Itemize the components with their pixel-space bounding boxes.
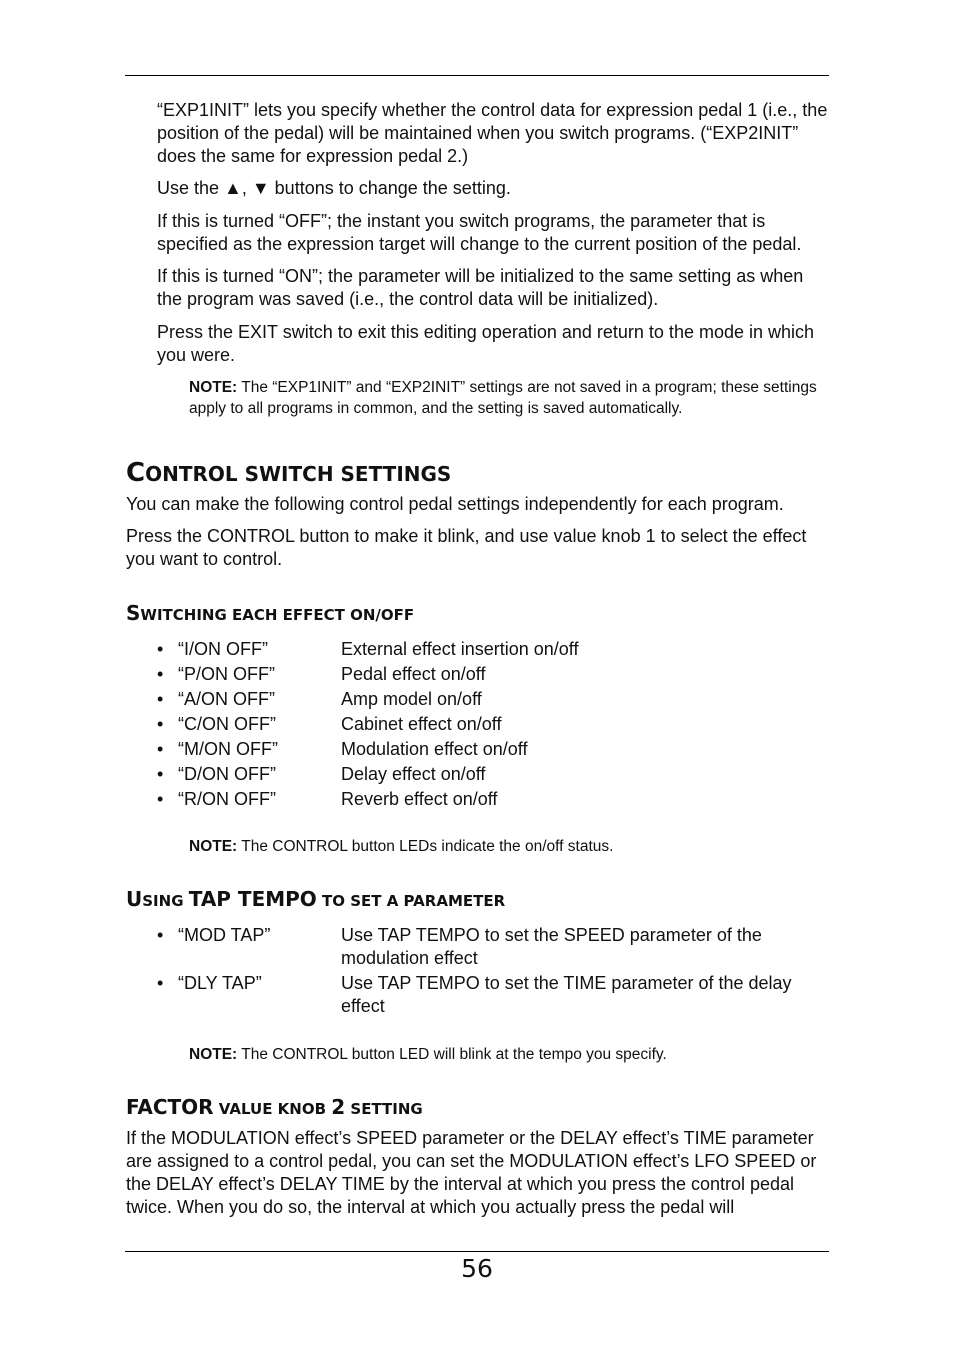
bullet: • bbox=[157, 973, 164, 993]
note-text: The CONTROL button LEDs indicate the on/off status. bbox=[237, 838, 614, 855]
list-item-key: “P/ON OFF” bbox=[178, 664, 275, 684]
bullet: • bbox=[157, 689, 164, 709]
intro-note bbox=[189, 377, 837, 419]
bullet: • bbox=[157, 789, 164, 809]
bullet: • bbox=[157, 714, 164, 734]
section-paragraph-2: Press the CONTROL button to make it blink, and use value knob 1 to select the effect you want to control. bbox=[126, 526, 807, 569]
page-number: 56 bbox=[461, 1254, 493, 1283]
list-item-value: Amp model on/off bbox=[341, 689, 482, 709]
tap-tempo-heading: USING TAP TEMPO TO SET A PARAMETER bbox=[126, 887, 506, 911]
list-item-value: Use TAP TEMPO to set the SPEED parameter of the modulation effect bbox=[341, 925, 762, 968]
intro-paragraph-3: If this is turned “OFF”; the instant you switch programs, the parameter that is specified as the expression target will change to the current position of the pedal. bbox=[157, 211, 802, 254]
list-item-key: “DLY TAP” bbox=[178, 973, 262, 993]
factor-paragraph: If the MODULATION effect’s SPEED parameter or the DELAY effect’s TIME parameter are assigned to a control pedal, you can set the MODULATION effect’s LFO SPEED or the DELAY effect’s DELAY TIME by the interval at which you press the control pedal twice. When you do so, the interval at which you actually press the pedal will bbox=[126, 1128, 817, 1217]
switching-note bbox=[189, 836, 837, 857]
top-rule bbox=[125, 75, 829, 76]
bullet: • bbox=[157, 764, 164, 784]
note-text: The “EXP1INIT” and “EXP2INIT” settings are not saved in a program; these settings apply to all programs in common, and the setting is saved automatically. bbox=[189, 379, 817, 417]
intro-paragraph-5: Press the EXIT switch to exit this editing operation and return to the mode in which you were. bbox=[157, 322, 815, 365]
intro-paragraph-4: If this is turned “ON”; the parameter will be initialized to the same setting as when the program was saved (i.e., the control data will be initialized). bbox=[157, 266, 804, 309]
bullet: • bbox=[157, 639, 164, 659]
factor-heading: FACTOR VALUE KNOB 2 SETTING bbox=[126, 1095, 423, 1119]
list-item-value: Reverb effect on/off bbox=[341, 789, 498, 809]
list-item-value: External effect insertion on/off bbox=[341, 639, 579, 659]
list-item-key: “M/ON OFF” bbox=[178, 739, 278, 759]
list-item-value: Cabinet effect on/off bbox=[341, 714, 502, 734]
list-item-value: Pedal effect on/off bbox=[341, 664, 486, 684]
list-item-key: “C/ON OFF” bbox=[178, 714, 276, 734]
switching-heading: SWITCHING EACH EFFECT ON/OFF bbox=[126, 601, 415, 625]
bullet: • bbox=[157, 664, 164, 684]
intro-paragraph-1: “EXP1INIT” lets you specify whether the control data for expression pedal 1 (i.e., the position of the pedal) will be maintained when you switch programs. (“EXP2INIT” does the same for expression pedal 2.) bbox=[157, 100, 828, 166]
note-text: The CONTROL button LED will blink at the tempo you specify. bbox=[237, 1046, 667, 1063]
tap-note bbox=[189, 1044, 837, 1065]
list-item-key: “R/ON OFF” bbox=[178, 789, 276, 809]
control-switch-settings-heading: CONTROL SWITCH SETTINGS bbox=[126, 458, 452, 488]
section-paragraph-1: You can make the following control pedal settings independently for each program. bbox=[126, 494, 784, 514]
list-item-key: “MOD TAP” bbox=[178, 925, 271, 945]
list-item-value: Use TAP TEMPO to set the TIME parameter of the delay effect bbox=[341, 973, 792, 1016]
list-item-key: “I/ON OFF” bbox=[178, 639, 268, 659]
note-label: NOTE: bbox=[189, 838, 238, 855]
list-item-key: “D/ON OFF” bbox=[178, 764, 276, 784]
list-item-key: “A/ON OFF” bbox=[178, 689, 275, 709]
bottom-rule bbox=[125, 1251, 829, 1252]
intro-paragraph-2: Use the ▲, ▼ buttons to change the setting. bbox=[157, 178, 511, 198]
list-item-value: Delay effect on/off bbox=[341, 764, 486, 784]
note-label: NOTE: bbox=[189, 1046, 238, 1063]
bullet: • bbox=[157, 739, 164, 759]
bullet: • bbox=[157, 925, 164, 945]
note-label: NOTE: bbox=[189, 379, 238, 396]
list-item-value: Modulation effect on/off bbox=[341, 739, 528, 759]
